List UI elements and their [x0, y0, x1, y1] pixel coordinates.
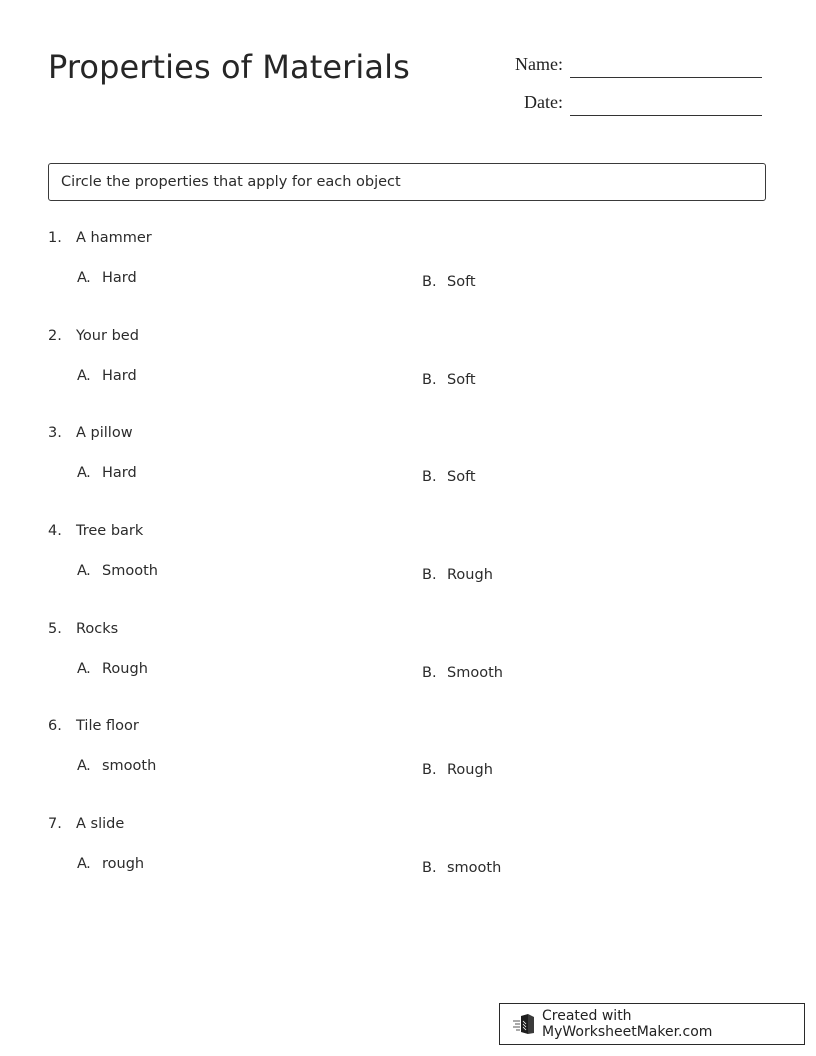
- question-item: [48, 523, 768, 621]
- question-number: 6.: [48, 718, 62, 735]
- name-label: Name:: [515, 54, 563, 74]
- date-field: [503, 92, 762, 112]
- option-text: smooth: [102, 758, 157, 775]
- instructions-box: [48, 163, 766, 201]
- question-item: [48, 328, 768, 426]
- option-b[interactable]: [422, 860, 501, 876]
- date-label: Date:: [524, 92, 563, 112]
- name-field: [503, 54, 762, 74]
- question-number: 2.: [48, 327, 62, 344]
- instructions-text: Circle the properties that apply for each object: [61, 174, 401, 190]
- option-letter: B.: [422, 664, 437, 681]
- option-b[interactable]: [422, 762, 493, 778]
- question-text: Tile floor: [76, 718, 139, 735]
- option-text: Rough: [447, 567, 493, 584]
- option-letter: B.: [422, 371, 437, 388]
- question-text: Tree bark: [76, 523, 144, 540]
- option-a[interactable]: [77, 856, 144, 872]
- footer-credit-badge[interactable]: [499, 1003, 805, 1045]
- option-text: smooth: [447, 860, 502, 877]
- question-text: Rocks: [76, 620, 119, 637]
- option-text: Hard: [102, 270, 137, 286]
- option-letter: A.: [77, 856, 91, 873]
- option-b[interactable]: [422, 469, 476, 485]
- question-item: [48, 816, 768, 914]
- question-item: [48, 718, 768, 816]
- option-text: Hard: [102, 367, 137, 384]
- option-text: Smooth: [102, 563, 158, 580]
- worksheet-maker-logo-icon: [512, 1013, 536, 1035]
- question-text: A hammer: [76, 230, 152, 246]
- option-text: Soft: [447, 371, 476, 388]
- footer-credit-text: Created with MyWorksheetMaker.com: [542, 1008, 713, 1040]
- option-text: rough: [102, 856, 145, 873]
- option-letter: A.: [77, 465, 91, 482]
- question-text: A slide: [76, 816, 125, 833]
- question-number: 7.: [48, 816, 62, 833]
- option-letter: B.: [422, 567, 437, 584]
- name-input-line[interactable]: [570, 77, 762, 78]
- question-number: 1.: [48, 230, 62, 246]
- option-a[interactable]: [77, 270, 137, 286]
- option-a[interactable]: [77, 758, 156, 774]
- option-a[interactable]: [77, 368, 137, 384]
- option-text: Soft: [447, 469, 476, 486]
- option-text: Smooth: [447, 664, 503, 681]
- question-text: A pillow: [76, 425, 133, 442]
- question-number: 4.: [48, 523, 62, 540]
- option-letter: A.: [77, 660, 91, 677]
- option-b[interactable]: [422, 372, 476, 388]
- option-letter: B.: [422, 469, 437, 486]
- option-text: Rough: [447, 762, 493, 779]
- option-letter: B.: [422, 274, 437, 290]
- question-item: [48, 425, 768, 523]
- option-b[interactable]: [422, 274, 476, 290]
- option-text: Hard: [102, 465, 137, 482]
- page-title: Properties of Materials: [48, 48, 410, 86]
- option-text: Rough: [102, 660, 148, 677]
- option-a[interactable]: [77, 563, 158, 579]
- question-number: 5.: [48, 620, 62, 637]
- option-a[interactable]: [77, 661, 148, 677]
- option-letter: B.: [422, 860, 437, 877]
- option-letter: A.: [77, 270, 91, 286]
- option-letter: A.: [77, 563, 91, 580]
- question-number: 3.: [48, 425, 62, 442]
- option-a[interactable]: [77, 465, 137, 481]
- option-letter: A.: [77, 758, 91, 775]
- option-letter: A.: [77, 367, 91, 384]
- question-text: Your bed: [76, 327, 139, 344]
- question-item: [48, 621, 768, 719]
- date-input-line[interactable]: [570, 115, 762, 116]
- option-letter: B.: [422, 762, 437, 779]
- question-list: [48, 230, 768, 914]
- option-b[interactable]: [422, 665, 503, 681]
- option-b[interactable]: [422, 567, 493, 583]
- question-item: [48, 230, 768, 328]
- option-text: Soft: [447, 274, 476, 290]
